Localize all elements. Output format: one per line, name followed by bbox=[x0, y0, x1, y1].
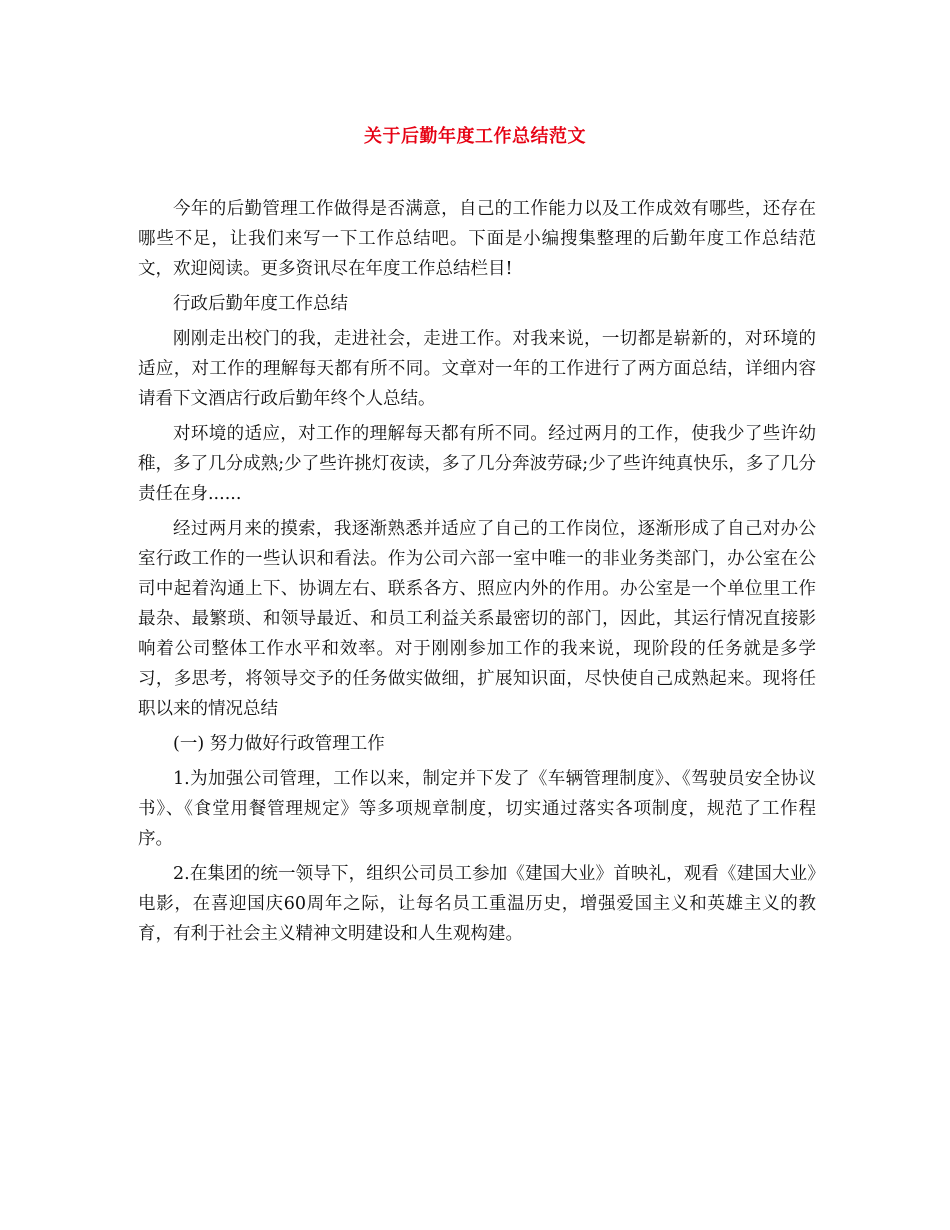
paragraph-intro: 今年的后勤管理工作做得是否满意，自己的工作能力以及工作成效有哪些，还存在哪些不足，让我们来写一下工作总结吧。下面是小编搜集整理的后勤年度工作总结范文，欢迎阅读。更多资讯尽在年度工作总结栏目! bbox=[138, 199, 816, 279]
paragraph: 刚刚走出校门的我，走进社会，走进工作。对我来说，一切都是崭新的，对环境的适应，对工作的理解每天都有所不同。文章对一年的工作进行了两方面总结，详细内容请看下文酒店行政后勤年终个人总结。 bbox=[138, 329, 816, 409]
paragraph: 经过两月来的摸索，我逐渐熟悉并适应了自己的工作岗位，逐渐形成了自己对办公室行政工作的一些认识和看法。作为公司六部一室中唯一的非业务类部门，办公室在公司中起着沟通上下、协调左右、联系各方、照应内外的作用。办公室是一个单位里工作最杂、最繁琐、和领导最近、和员工利益关系最密切的部门，因此，其运行情况直接影响着公司整体工作水平和效率。对于刚刚参加工作的我来说，现阶段的任务就是多学习，多思考，将领导交予的任务做实做细，扩展知识面，尽快使自己成熟起来。现将任职以来的情况总结 bbox=[138, 519, 816, 719]
subsection-heading: (一) 努力做好行政管理工作 bbox=[173, 734, 385, 754]
paragraph: 对环境的适应，对工作的理解每天都有所不同。经过两月的工作，使我少了些许幼稚，多了几分成熟;少了些许挑灯夜读，多了几分奔波劳碌;少了些许纯真快乐，多了几分责任在身...... bbox=[138, 424, 816, 504]
document-body bbox=[138, 194, 816, 954]
list-item: 2.在集团的统一领导下，组织公司员工参加《建国大业》首映礼，观看《建国大业》电影，在喜迎国庆60周年之际，让每名员工重温历史，增强爱国主义和英雄主义的教育，有利于社会主义精神文明建设和人生观构建。 bbox=[138, 864, 816, 944]
document-title: 关于后勤年度工作总结范文 bbox=[364, 126, 586, 147]
section-heading: 行政后勤年度工作总结 bbox=[173, 294, 348, 314]
list-item: 1.为加强公司管理，工作以来，制定并下发了《车辆管理制度》、《驾驶员安全协议书》、《食堂用餐管理规定》等多项规章制度，切实通过落实各项制度，规范了工作程序。 bbox=[138, 769, 816, 849]
